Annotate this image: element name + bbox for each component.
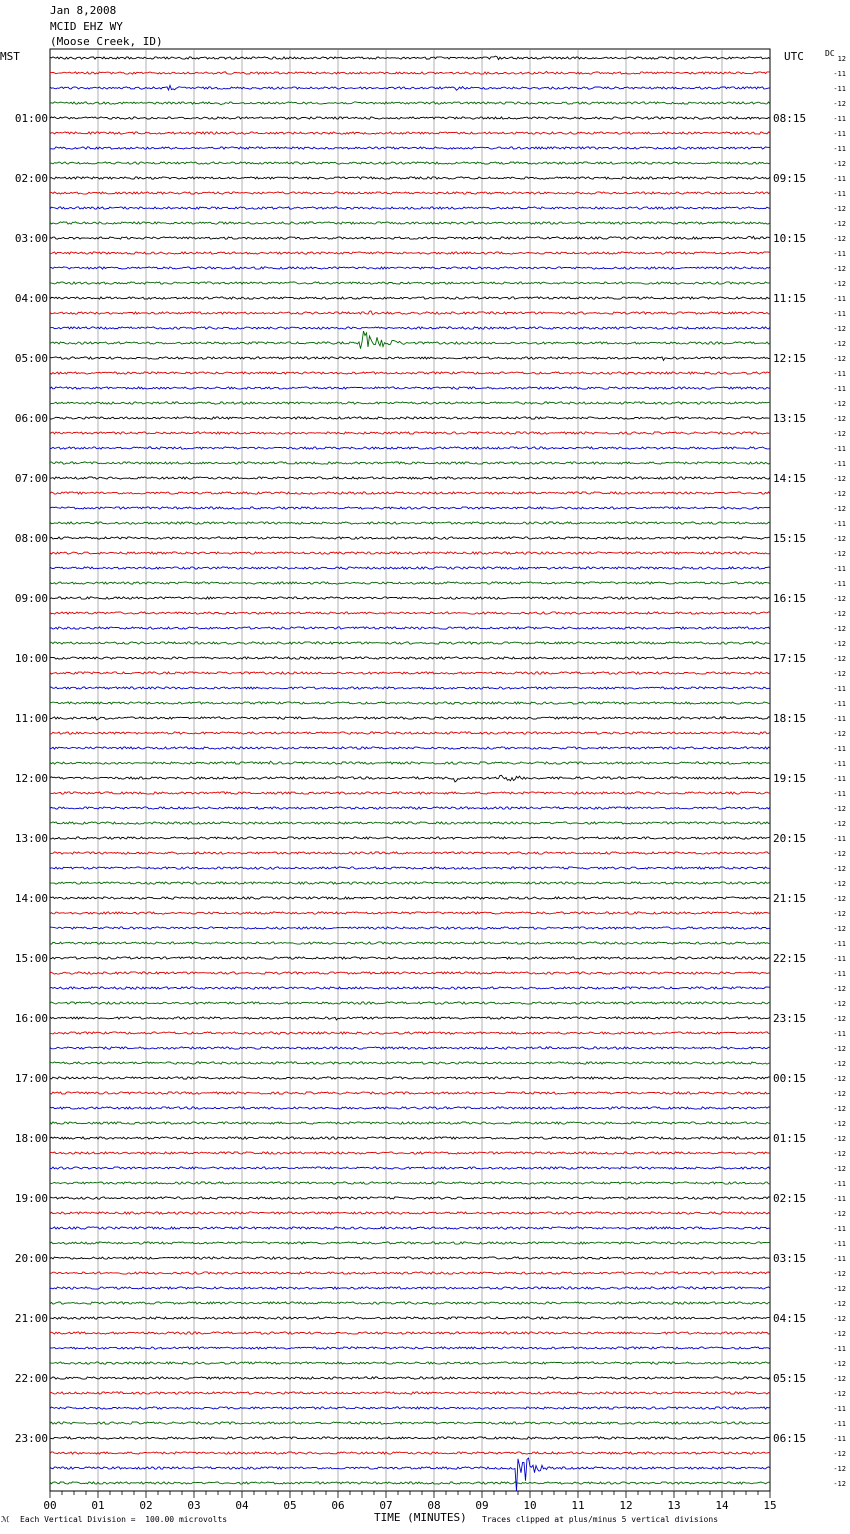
- trace-line: [50, 132, 770, 134]
- plot-frame: [50, 49, 770, 1491]
- dc-offset-label: -12: [833, 1060, 846, 1068]
- mst-hour-label: 15:00: [14, 952, 48, 965]
- trace-line: [50, 912, 770, 914]
- trace-line: [50, 1152, 770, 1154]
- dc-offset-label: -12: [833, 1045, 846, 1053]
- chart-date: Jan 8,2008: [50, 4, 117, 17]
- trace-line: [50, 582, 770, 584]
- trace-line: [50, 1332, 770, 1334]
- mst-hour-label: 20:00: [14, 1252, 48, 1265]
- dc-offset-label: -12: [833, 1480, 846, 1488]
- x-tick-label: 00: [43, 1499, 57, 1512]
- trace-line: [50, 1002, 770, 1004]
- dc-offset-label: -11: [833, 250, 846, 258]
- dc-offset-label: -11: [833, 310, 846, 318]
- utc-hour-label: 09:15: [773, 172, 807, 185]
- trace-line: [50, 1122, 770, 1124]
- trace-line: [50, 822, 770, 824]
- dc-offset-label: -12: [833, 1135, 846, 1143]
- dc-offset-label: -11: [833, 130, 846, 138]
- trace-line: [50, 1362, 770, 1364]
- dc-offset-label: -12: [833, 400, 846, 408]
- trace-line: [50, 507, 770, 509]
- dc-offset-label: -11: [833, 145, 846, 153]
- dc-offset-label: -11: [833, 835, 846, 843]
- x-tick-label: 13: [667, 1499, 681, 1512]
- dc-offset-label: -12: [833, 280, 846, 288]
- dc-offset-label: -11: [833, 565, 846, 573]
- x-tick-label: 07: [379, 1499, 393, 1512]
- station-location: (Moose Creek, ID): [50, 35, 163, 48]
- trace-layer: [50, 56, 770, 1491]
- dc-offset-label: -11: [833, 580, 846, 588]
- station-name: MCID EHZ WY: [50, 20, 123, 33]
- x-tick-label: 11: [571, 1499, 585, 1512]
- dc-offset-label: -11: [833, 790, 846, 798]
- dc-offset-label: -11: [833, 175, 846, 183]
- dc-offset-label: -12: [833, 220, 846, 228]
- utc-hour-label: 19:15: [773, 772, 807, 785]
- x-tick-label: 05: [283, 1499, 297, 1512]
- dc-offset-label: -12: [833, 475, 846, 483]
- trace-line: [50, 192, 770, 194]
- dc-offset-label: -11: [833, 1180, 846, 1188]
- dc-offset-label: -12: [833, 880, 846, 888]
- dc-offset-label: -12: [833, 925, 846, 933]
- dc-offset-label: -11: [833, 1345, 846, 1353]
- trace-line: [50, 492, 770, 494]
- dc-offset-label: -12: [833, 985, 846, 993]
- utc-hour-label: 20:15: [773, 832, 807, 845]
- mst-hour-label: 03:00: [14, 232, 48, 245]
- dc-offset-label: -12: [833, 1075, 846, 1083]
- dc-offset-label: -12: [833, 640, 846, 648]
- trace-line: [50, 852, 770, 854]
- trace-line: [50, 867, 770, 869]
- utc-hour-label: 08:15: [773, 112, 807, 125]
- dc-offset-label: -12: [833, 340, 846, 348]
- utc-axis-title: UTC: [784, 50, 804, 63]
- dc-offset-label: -12: [833, 805, 846, 813]
- dc-label: DC: [825, 49, 835, 58]
- dc-offset-label: -11: [833, 385, 846, 393]
- trace-line: [50, 85, 770, 90]
- trace-line: [50, 462, 770, 464]
- trace-line: [50, 1197, 770, 1199]
- mst-hour-label: 13:00: [14, 832, 48, 845]
- dc-offset-label: -11: [833, 715, 846, 723]
- x-tick-label: 08: [427, 1499, 441, 1512]
- dc-offset-label: -11: [833, 955, 846, 963]
- trace-line: [50, 207, 770, 209]
- utc-hour-label: 23:15: [773, 1012, 807, 1025]
- trace-line: [50, 522, 770, 524]
- mst-hour-label: 09:00: [14, 592, 48, 605]
- dc-offset-label: -11: [833, 775, 846, 783]
- corner-mark: ℳ: [1, 1515, 10, 1524]
- trace-line: [50, 1137, 770, 1139]
- dc-offset-label: 12: [837, 55, 846, 63]
- trace-line: [50, 717, 770, 720]
- trace-line: [50, 807, 770, 809]
- dc-offset-label: -12: [833, 430, 846, 438]
- trace-line: [50, 1212, 770, 1214]
- dc-offset-label: -12: [833, 730, 846, 738]
- dc-offset-label: -12: [833, 490, 846, 498]
- mst-hour-label: 06:00: [14, 412, 48, 425]
- trace-line: [50, 357, 770, 361]
- dc-offset-label: -12: [833, 1315, 846, 1323]
- trace-line: [50, 432, 770, 434]
- dc-offset-label: -12: [833, 505, 846, 513]
- x-tick-label: 09: [475, 1499, 489, 1512]
- dc-offset-label: -11: [833, 970, 846, 978]
- dc-offset-label: -12: [833, 1105, 846, 1113]
- trace-line: [50, 417, 770, 419]
- utc-hour-label: 21:15: [773, 892, 807, 905]
- dc-offset-label: -12: [833, 1330, 846, 1338]
- dc-offset-label: -12: [833, 1360, 846, 1368]
- trace-line: [50, 627, 770, 629]
- dc-offset-label: -12: [833, 205, 846, 213]
- dc-offset-label: -12: [833, 100, 846, 108]
- trace-line: [50, 761, 770, 764]
- scale-note: Each Vertical Division = 100.00 microvolts: [20, 1515, 228, 1524]
- trace-line: [50, 1032, 770, 1034]
- dc-offset-label: -11: [833, 190, 846, 198]
- utc-hour-label: 16:15: [773, 592, 807, 605]
- dc-offset-label: -11: [833, 295, 846, 303]
- mst-hour-label: 12:00: [14, 772, 48, 785]
- utc-hour-label: 22:15: [773, 952, 807, 965]
- dc-offset-label: -11: [833, 520, 846, 528]
- x-tick-label: 10: [523, 1499, 537, 1512]
- trace-line: [50, 957, 770, 960]
- trace-line: [50, 672, 770, 674]
- trace-line: [50, 1182, 770, 1184]
- dc-offset-label: -11: [833, 1420, 846, 1428]
- trace-line: [50, 71, 770, 74]
- trace-line: [50, 972, 770, 974]
- mst-hour-label: 21:00: [14, 1312, 48, 1325]
- grid-lines: [50, 49, 770, 1491]
- trace-line: [50, 552, 770, 554]
- dc-offset-label: -12: [833, 1090, 846, 1098]
- trace-line: [50, 477, 770, 479]
- axis-labels: [15, 55, 846, 1512]
- clip-note: Traces clipped at plus/minus 5 vertical divisions: [482, 1515, 719, 1524]
- mst-hour-label: 05:00: [14, 352, 48, 365]
- trace-line: [50, 1287, 770, 1289]
- x-tick-label: 14: [715, 1499, 729, 1512]
- trace-line: [50, 567, 770, 569]
- dc-offset-label: -11: [833, 700, 846, 708]
- dc-offset-label: -12: [833, 1270, 846, 1278]
- trace-line: [50, 1092, 770, 1094]
- trace-line: [50, 837, 770, 839]
- trace-line: [50, 1062, 770, 1064]
- utc-hour-label: 02:15: [773, 1192, 807, 1205]
- trace-line: [50, 56, 770, 60]
- trace-line: [50, 282, 770, 284]
- dc-offset-label: -12: [833, 160, 846, 168]
- x-tick-label: 01: [91, 1499, 105, 1512]
- trace-line: [50, 1452, 770, 1454]
- trace-line: [50, 1242, 770, 1244]
- dc-offset-label: -12: [833, 595, 846, 603]
- dc-offset-label: -11: [833, 70, 846, 78]
- trace-line: [50, 1458, 770, 1491]
- trace-line: [50, 177, 770, 179]
- dc-offset-label: -12: [833, 910, 846, 918]
- trace-line: [50, 1272, 770, 1274]
- x-tick-label: 12: [619, 1499, 633, 1512]
- utc-hour-label: 01:15: [773, 1132, 807, 1145]
- dc-offset-label: -12: [833, 850, 846, 858]
- dc-offset-label: -11: [833, 1435, 846, 1443]
- trace-line: [50, 702, 770, 704]
- dc-offset-label: -12: [833, 670, 846, 678]
- dc-offset-label: -11: [833, 115, 846, 123]
- utc-hour-label: 15:15: [773, 532, 807, 545]
- trace-line: [50, 447, 770, 449]
- x-tick-label: 02: [139, 1499, 153, 1512]
- dc-offset-label: -12: [833, 1285, 846, 1293]
- dc-offset-label: -11: [833, 1225, 846, 1233]
- trace-line: [50, 1347, 770, 1349]
- trace-line: [50, 1407, 770, 1409]
- utc-hour-label: 00:15: [773, 1072, 807, 1085]
- utc-hour-label: 04:15: [773, 1312, 807, 1325]
- trace-line: [50, 331, 770, 349]
- trace-line: [50, 1047, 770, 1049]
- dc-offset-label: -12: [833, 655, 846, 663]
- trace-line: [50, 537, 770, 539]
- trace-line: [50, 297, 770, 299]
- mst-hour-label: 23:00: [14, 1432, 48, 1445]
- x-tick-label: 15: [763, 1499, 777, 1512]
- dc-offset-label: -11: [833, 1255, 846, 1263]
- trace-line: [50, 162, 770, 164]
- utc-hour-label: 11:15: [773, 292, 807, 305]
- trace-line: [50, 1422, 770, 1424]
- dc-offset-label: -12: [833, 550, 846, 558]
- mst-hour-label: 19:00: [14, 1192, 48, 1205]
- trace-line: [50, 267, 770, 269]
- dc-offset-label: -12: [833, 820, 846, 828]
- mst-hour-label: 01:00: [14, 112, 48, 125]
- dc-offset-label: -12: [833, 1390, 846, 1398]
- trace-line: [50, 1392, 770, 1394]
- trace-line: [50, 387, 770, 389]
- dc-offset-label: -12: [833, 1150, 846, 1158]
- trace-line: [50, 1377, 770, 1379]
- dc-offset-label: -12: [833, 325, 846, 333]
- trace-line: [50, 117, 770, 119]
- mst-hour-label: 10:00: [14, 652, 48, 665]
- dc-offset-label: -12: [833, 535, 846, 543]
- trace-line: [50, 311, 770, 315]
- trace-line: [50, 597, 770, 599]
- dc-offset-label: -12: [833, 1165, 846, 1173]
- utc-hour-label: 18:15: [773, 712, 807, 725]
- dc-offset-label: -11: [833, 760, 846, 768]
- trace-line: [50, 147, 770, 149]
- mst-hour-label: 11:00: [14, 712, 48, 725]
- trace-line: [50, 1437, 770, 1439]
- x-tick-label: 06: [331, 1499, 345, 1512]
- dc-offset-label: -11: [833, 1240, 846, 1248]
- dc-offset-label: -12: [833, 1300, 846, 1308]
- mst-hour-label: 02:00: [14, 172, 48, 185]
- trace-line: [50, 1167, 770, 1169]
- mst-hour-label: 18:00: [14, 1132, 48, 1145]
- dc-offset-label: -11: [833, 85, 846, 93]
- utc-hour-label: 03:15: [773, 1252, 807, 1265]
- dc-offset-label: -11: [833, 370, 846, 378]
- trace-line: [50, 1317, 770, 1319]
- dc-offset-label: -11: [833, 445, 846, 453]
- trace-line: [50, 927, 770, 929]
- trace-line: [50, 222, 770, 224]
- dc-offset-label: -11: [833, 1405, 846, 1413]
- dc-offset-label: -12: [833, 1000, 846, 1008]
- dc-offset-label: -12: [833, 865, 846, 873]
- trace-line: [50, 1302, 770, 1304]
- trace-line: [50, 236, 770, 239]
- dc-offset-label: -11: [833, 940, 846, 948]
- mst-hour-label: 22:00: [14, 1372, 48, 1385]
- mst-hour-label: 08:00: [14, 532, 48, 545]
- x-tick-label: 03: [187, 1499, 201, 1512]
- dc-offset-label: -12: [833, 895, 846, 903]
- dc-offset-label: -12: [833, 235, 846, 243]
- dc-offset-label: -11: [833, 1030, 846, 1038]
- mst-hour-label: 04:00: [14, 292, 48, 305]
- trace-line: [50, 642, 770, 644]
- dc-offset-label: -12: [833, 1120, 846, 1128]
- trace-line: [50, 747, 770, 749]
- mst-hour-label: 07:00: [14, 472, 48, 485]
- dc-offset-label: -12: [833, 355, 846, 363]
- dc-offset-label: -11: [833, 745, 846, 753]
- trace-line: [50, 252, 770, 254]
- dc-offset-label: -12: [833, 1465, 846, 1473]
- x-tick-label: 04: [235, 1499, 249, 1512]
- trace-line: [50, 1227, 770, 1229]
- dc-offset-label: -12: [833, 1375, 846, 1383]
- trace-line: [50, 987, 770, 989]
- dc-offset-label: -12: [833, 1015, 846, 1023]
- dc-offset-label: -12: [833, 1450, 846, 1458]
- dc-offset-label: -11: [833, 460, 846, 468]
- trace-line: [50, 732, 770, 734]
- trace-line: [50, 1482, 770, 1484]
- utc-hour-label: 05:15: [773, 1372, 807, 1385]
- x-axis-title: TIME (MINUTES): [374, 1511, 467, 1524]
- trace-line: [50, 102, 770, 105]
- dc-offset-label: -12: [833, 1210, 846, 1218]
- mst-hour-label: 16:00: [14, 1012, 48, 1025]
- trace-line: [50, 372, 770, 374]
- utc-hour-label: 06:15: [773, 1432, 807, 1445]
- trace-line: [50, 792, 770, 794]
- trace-line: [50, 1107, 770, 1109]
- mst-axis-title: MST: [0, 50, 20, 63]
- trace-line: [50, 687, 770, 689]
- trace-line: [50, 775, 770, 782]
- trace-line: [50, 402, 770, 404]
- trace-line: [50, 612, 770, 614]
- trace-line: [50, 1257, 770, 1259]
- trace-line: [50, 327, 770, 329]
- dc-offset-label: -12: [833, 625, 846, 633]
- dc-offset-label: -11: [833, 1195, 846, 1203]
- mst-hour-label: 17:00: [14, 1072, 48, 1085]
- utc-hour-label: 17:15: [773, 652, 807, 665]
- mst-hour-label: 14:00: [14, 892, 48, 905]
- utc-hour-label: 14:15: [773, 472, 807, 485]
- trace-line: [50, 657, 770, 659]
- utc-hour-label: 13:15: [773, 412, 807, 425]
- utc-hour-label: 12:15: [773, 352, 807, 365]
- trace-line: [50, 942, 770, 944]
- dc-offset-label: -12: [833, 610, 846, 618]
- trace-line: [50, 897, 770, 899]
- dc-offset-label: -12: [833, 265, 846, 273]
- trace-line: [50, 882, 770, 884]
- trace-line: [50, 1017, 770, 1020]
- dc-offset-label: -11: [833, 685, 846, 693]
- dc-offset-label: -12: [833, 415, 846, 423]
- trace-line: [50, 1077, 770, 1079]
- utc-hour-label: 10:15: [773, 232, 807, 245]
